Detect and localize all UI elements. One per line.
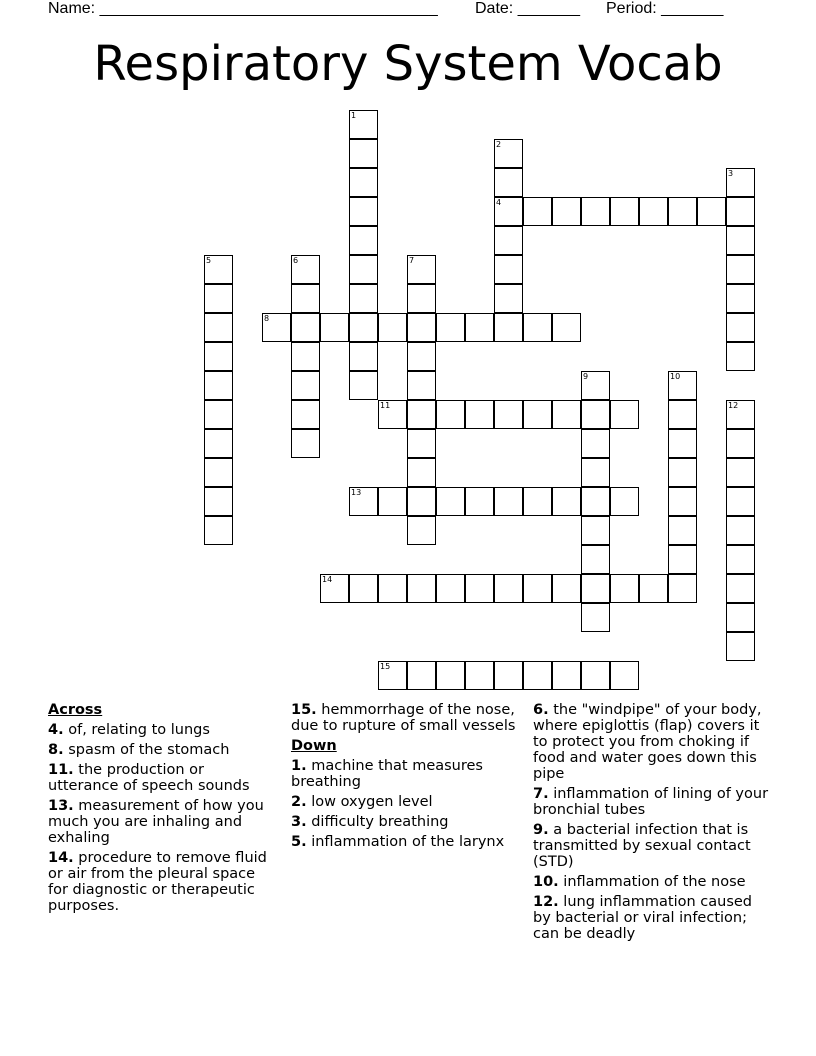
crossword-cell[interactable] xyxy=(726,226,755,255)
crossword-cell[interactable] xyxy=(291,400,320,429)
crossword-cell[interactable] xyxy=(726,632,755,661)
crossword-cell[interactable] xyxy=(494,197,523,226)
page-title: Respiratory System Vocab xyxy=(93,36,723,92)
crossword-cell[interactable] xyxy=(204,284,233,313)
crossword-cell[interactable] xyxy=(320,313,349,342)
crossword-cell[interactable] xyxy=(494,168,523,197)
period-field[interactable]: Period: _______ xyxy=(606,0,724,17)
clue-column-2 xyxy=(291,702,516,854)
across-clue: 11. the production or utterance of speech sounds xyxy=(48,762,250,794)
crossword-cell[interactable] xyxy=(349,197,378,226)
clue-number: 15 xyxy=(380,662,391,671)
down-clue: 10. inflammation of the nose xyxy=(533,874,746,890)
crossword-cell[interactable] xyxy=(465,400,494,429)
crossword-cell[interactable] xyxy=(378,574,407,603)
crossword-cell[interactable] xyxy=(726,197,755,226)
crossword-cell[interactable] xyxy=(494,661,523,690)
crossword-cell[interactable] xyxy=(436,400,465,429)
crossword-cell[interactable] xyxy=(523,197,552,226)
crossword-cell[interactable] xyxy=(726,545,755,574)
crossword-cell[interactable] xyxy=(291,313,320,342)
crossword-cell[interactable] xyxy=(668,400,697,429)
clue-number: 14 xyxy=(322,575,333,584)
across-clue: 14. procedure to remove fluid or air from the pleural space for diagnostic or therapeutic purposes. xyxy=(48,850,267,914)
crossword-cell[interactable] xyxy=(581,516,610,545)
crossword-cell[interactable] xyxy=(407,458,436,487)
crossword-cell[interactable] xyxy=(407,429,436,458)
crossword-cell[interactable] xyxy=(610,574,639,603)
clue-number: 4 xyxy=(496,198,502,207)
crossword-cell[interactable] xyxy=(726,255,755,284)
clue-number: 5 xyxy=(206,256,212,265)
crossword-cell[interactable] xyxy=(639,197,668,226)
crossword-cell[interactable] xyxy=(726,574,755,603)
clue-number: 9 xyxy=(583,372,589,381)
crossword-cell[interactable] xyxy=(552,313,581,342)
crossword-cell[interactable] xyxy=(204,255,233,284)
crossword-cell[interactable] xyxy=(726,603,755,632)
crossword-cell[interactable] xyxy=(668,371,697,400)
crossword-cell[interactable] xyxy=(291,342,320,371)
crossword-cell[interactable] xyxy=(494,226,523,255)
crossword-cell[interactable] xyxy=(204,313,233,342)
crossword-cell[interactable] xyxy=(407,255,436,284)
crossword-cell[interactable] xyxy=(668,197,697,226)
crossword-cell[interactable] xyxy=(523,313,552,342)
crossword-cell[interactable] xyxy=(291,255,320,284)
crossword-cell[interactable] xyxy=(349,139,378,168)
down-clue: 1. machine that measures breathing xyxy=(291,758,483,790)
crossword-cell[interactable] xyxy=(523,661,552,690)
crossword-cell[interactable] xyxy=(407,661,436,690)
crossword-cell[interactable] xyxy=(407,400,436,429)
crossword-cell[interactable] xyxy=(523,574,552,603)
crossword-cell[interactable] xyxy=(204,400,233,429)
crossword-cell[interactable] xyxy=(610,487,639,516)
date-field[interactable]: Date: _______ xyxy=(475,0,580,17)
crossword-cell[interactable] xyxy=(204,371,233,400)
across-heading: Across xyxy=(48,702,103,718)
crossword-cell[interactable] xyxy=(726,284,755,313)
crossword-cell[interactable] xyxy=(552,400,581,429)
crossword-cell[interactable] xyxy=(610,197,639,226)
across-clue: 13. measurement of how you much you are inhaling and exhaling xyxy=(48,798,264,846)
crossword-cell[interactable] xyxy=(349,313,378,342)
down-clue: 6. the "windpipe" of your body, where epiglottis (flap) covers it to protect you from choking if food and water goes down this pipe xyxy=(533,702,762,782)
crossword-cell[interactable] xyxy=(523,487,552,516)
clue-number: 12 xyxy=(728,401,739,410)
crossword-cell[interactable] xyxy=(494,139,523,168)
crossword-cell[interactable] xyxy=(581,197,610,226)
crossword-cell[interactable] xyxy=(204,429,233,458)
crossword-cell[interactable] xyxy=(407,516,436,545)
clue-number: 7 xyxy=(409,256,415,265)
crossword-cell[interactable] xyxy=(407,342,436,371)
clue-number: 13 xyxy=(351,488,362,497)
crossword-cell[interactable] xyxy=(610,661,639,690)
crossword-cell[interactable] xyxy=(552,197,581,226)
crossword-cell[interactable] xyxy=(494,284,523,313)
crossword-cell[interactable] xyxy=(291,284,320,313)
crossword-cell[interactable] xyxy=(581,661,610,690)
crossword-cell[interactable] xyxy=(668,545,697,574)
down-clue: 3. difficulty breathing xyxy=(291,814,449,830)
crossword-cell[interactable] xyxy=(610,400,639,429)
crossword-cell[interactable] xyxy=(465,313,494,342)
crossword-cell[interactable] xyxy=(378,400,407,429)
crossword-cell[interactable] xyxy=(436,661,465,690)
crossword-cell[interactable] xyxy=(262,313,291,342)
clue-number: 1 xyxy=(351,111,357,120)
clue-number: 3 xyxy=(728,169,734,178)
crossword-cell[interactable] xyxy=(668,487,697,516)
crossword-cell[interactable] xyxy=(668,574,697,603)
crossword-cell[interactable] xyxy=(204,487,233,516)
crossword-cell[interactable] xyxy=(726,168,755,197)
across-clue: 8. spasm of the stomach xyxy=(48,742,230,758)
crossword-cell[interactable] xyxy=(581,545,610,574)
crossword-cell[interactable] xyxy=(349,110,378,139)
crossword-cell[interactable] xyxy=(581,371,610,400)
crossword-cell[interactable] xyxy=(726,458,755,487)
across-clue: 15. hemmorrhage of the nose, due to rupture of small vessels xyxy=(291,702,516,734)
crossword-cell[interactable] xyxy=(726,342,755,371)
crossword-cell[interactable] xyxy=(581,603,610,632)
down-clue: 9. a bacterial infection that is transmitted by sexual contact (STD) xyxy=(533,822,751,870)
crossword-cell[interactable] xyxy=(291,429,320,458)
crossword-cell[interactable] xyxy=(581,400,610,429)
crossword-cell[interactable] xyxy=(407,371,436,400)
crossword-cell[interactable] xyxy=(349,255,378,284)
clue-column-1 xyxy=(48,702,273,918)
crossword-cell[interactable] xyxy=(552,661,581,690)
crossword-cell[interactable] xyxy=(349,574,378,603)
across-clue: 4. of, relating to lungs xyxy=(48,722,210,738)
crossword-cell[interactable] xyxy=(581,429,610,458)
down-clue: 5. inflammation of the larynx xyxy=(291,834,505,850)
crossword-cell[interactable] xyxy=(465,574,494,603)
crossword-cell[interactable] xyxy=(204,342,233,371)
down-clue: 7. inflammation of lining of your bronchial tubes xyxy=(533,786,769,818)
crossword-cell[interactable] xyxy=(523,400,552,429)
clue-number: 2 xyxy=(496,140,502,149)
crossword-cell[interactable] xyxy=(407,574,436,603)
crossword-cell[interactable] xyxy=(407,487,436,516)
crossword-cell[interactable] xyxy=(581,574,610,603)
clue-number: 6 xyxy=(293,256,299,265)
down-clue: 2. low oxygen level xyxy=(291,794,433,810)
crossword-cell[interactable] xyxy=(204,516,233,545)
crossword-cell[interactable] xyxy=(407,284,436,313)
crossword-cell[interactable] xyxy=(668,458,697,487)
crossword-cell[interactable] xyxy=(668,516,697,545)
crossword-cell[interactable] xyxy=(581,458,610,487)
crossword-cell[interactable] xyxy=(436,574,465,603)
down-heading: Down xyxy=(291,738,337,754)
crossword-cell[interactable] xyxy=(378,661,407,690)
crossword-cell[interactable] xyxy=(668,429,697,458)
crossword-cell[interactable] xyxy=(581,487,610,516)
crossword-cell[interactable] xyxy=(378,487,407,516)
crossword-cell[interactable] xyxy=(349,342,378,371)
crossword-cell[interactable] xyxy=(349,168,378,197)
clue-number: 10 xyxy=(670,372,681,381)
crossword-cell[interactable] xyxy=(407,313,436,342)
crossword-cell[interactable] xyxy=(494,487,523,516)
name-field[interactable]: Name: ______________________________________ xyxy=(48,0,438,17)
crossword-cell[interactable] xyxy=(349,226,378,255)
crossword-cell[interactable] xyxy=(349,371,378,400)
crossword-cell[interactable] xyxy=(378,313,407,342)
crossword-cell[interactable] xyxy=(349,284,378,313)
crossword-cell[interactable] xyxy=(552,487,581,516)
crossword-cell[interactable] xyxy=(726,516,755,545)
crossword-cell[interactable] xyxy=(436,487,465,516)
crossword-cell[interactable] xyxy=(494,400,523,429)
crossword-cell[interactable] xyxy=(552,574,581,603)
crossword-cell[interactable] xyxy=(494,255,523,284)
crossword-cell[interactable] xyxy=(204,458,233,487)
crossword-cell[interactable] xyxy=(726,313,755,342)
crossword-cell[interactable] xyxy=(697,197,726,226)
crossword-cell[interactable] xyxy=(291,371,320,400)
crossword-cell[interactable] xyxy=(494,313,523,342)
crossword-cell[interactable] xyxy=(436,313,465,342)
clue-number: 8 xyxy=(264,314,270,323)
clue-column-3 xyxy=(533,702,773,946)
crossword-cell[interactable] xyxy=(349,487,378,516)
crossword-cell[interactable] xyxy=(494,574,523,603)
clue-number: 11 xyxy=(380,401,391,410)
crossword-cell[interactable] xyxy=(320,574,349,603)
down-clue: 12. lung inflammation caused by bacterial or viral infection; can be deadly xyxy=(533,894,753,942)
crossword-cell[interactable] xyxy=(639,574,668,603)
crossword-cell[interactable] xyxy=(726,487,755,516)
crossword-cell[interactable] xyxy=(726,429,755,458)
crossword-cell[interactable] xyxy=(726,400,755,429)
crossword-cell[interactable] xyxy=(465,487,494,516)
crossword-cell[interactable] xyxy=(465,661,494,690)
